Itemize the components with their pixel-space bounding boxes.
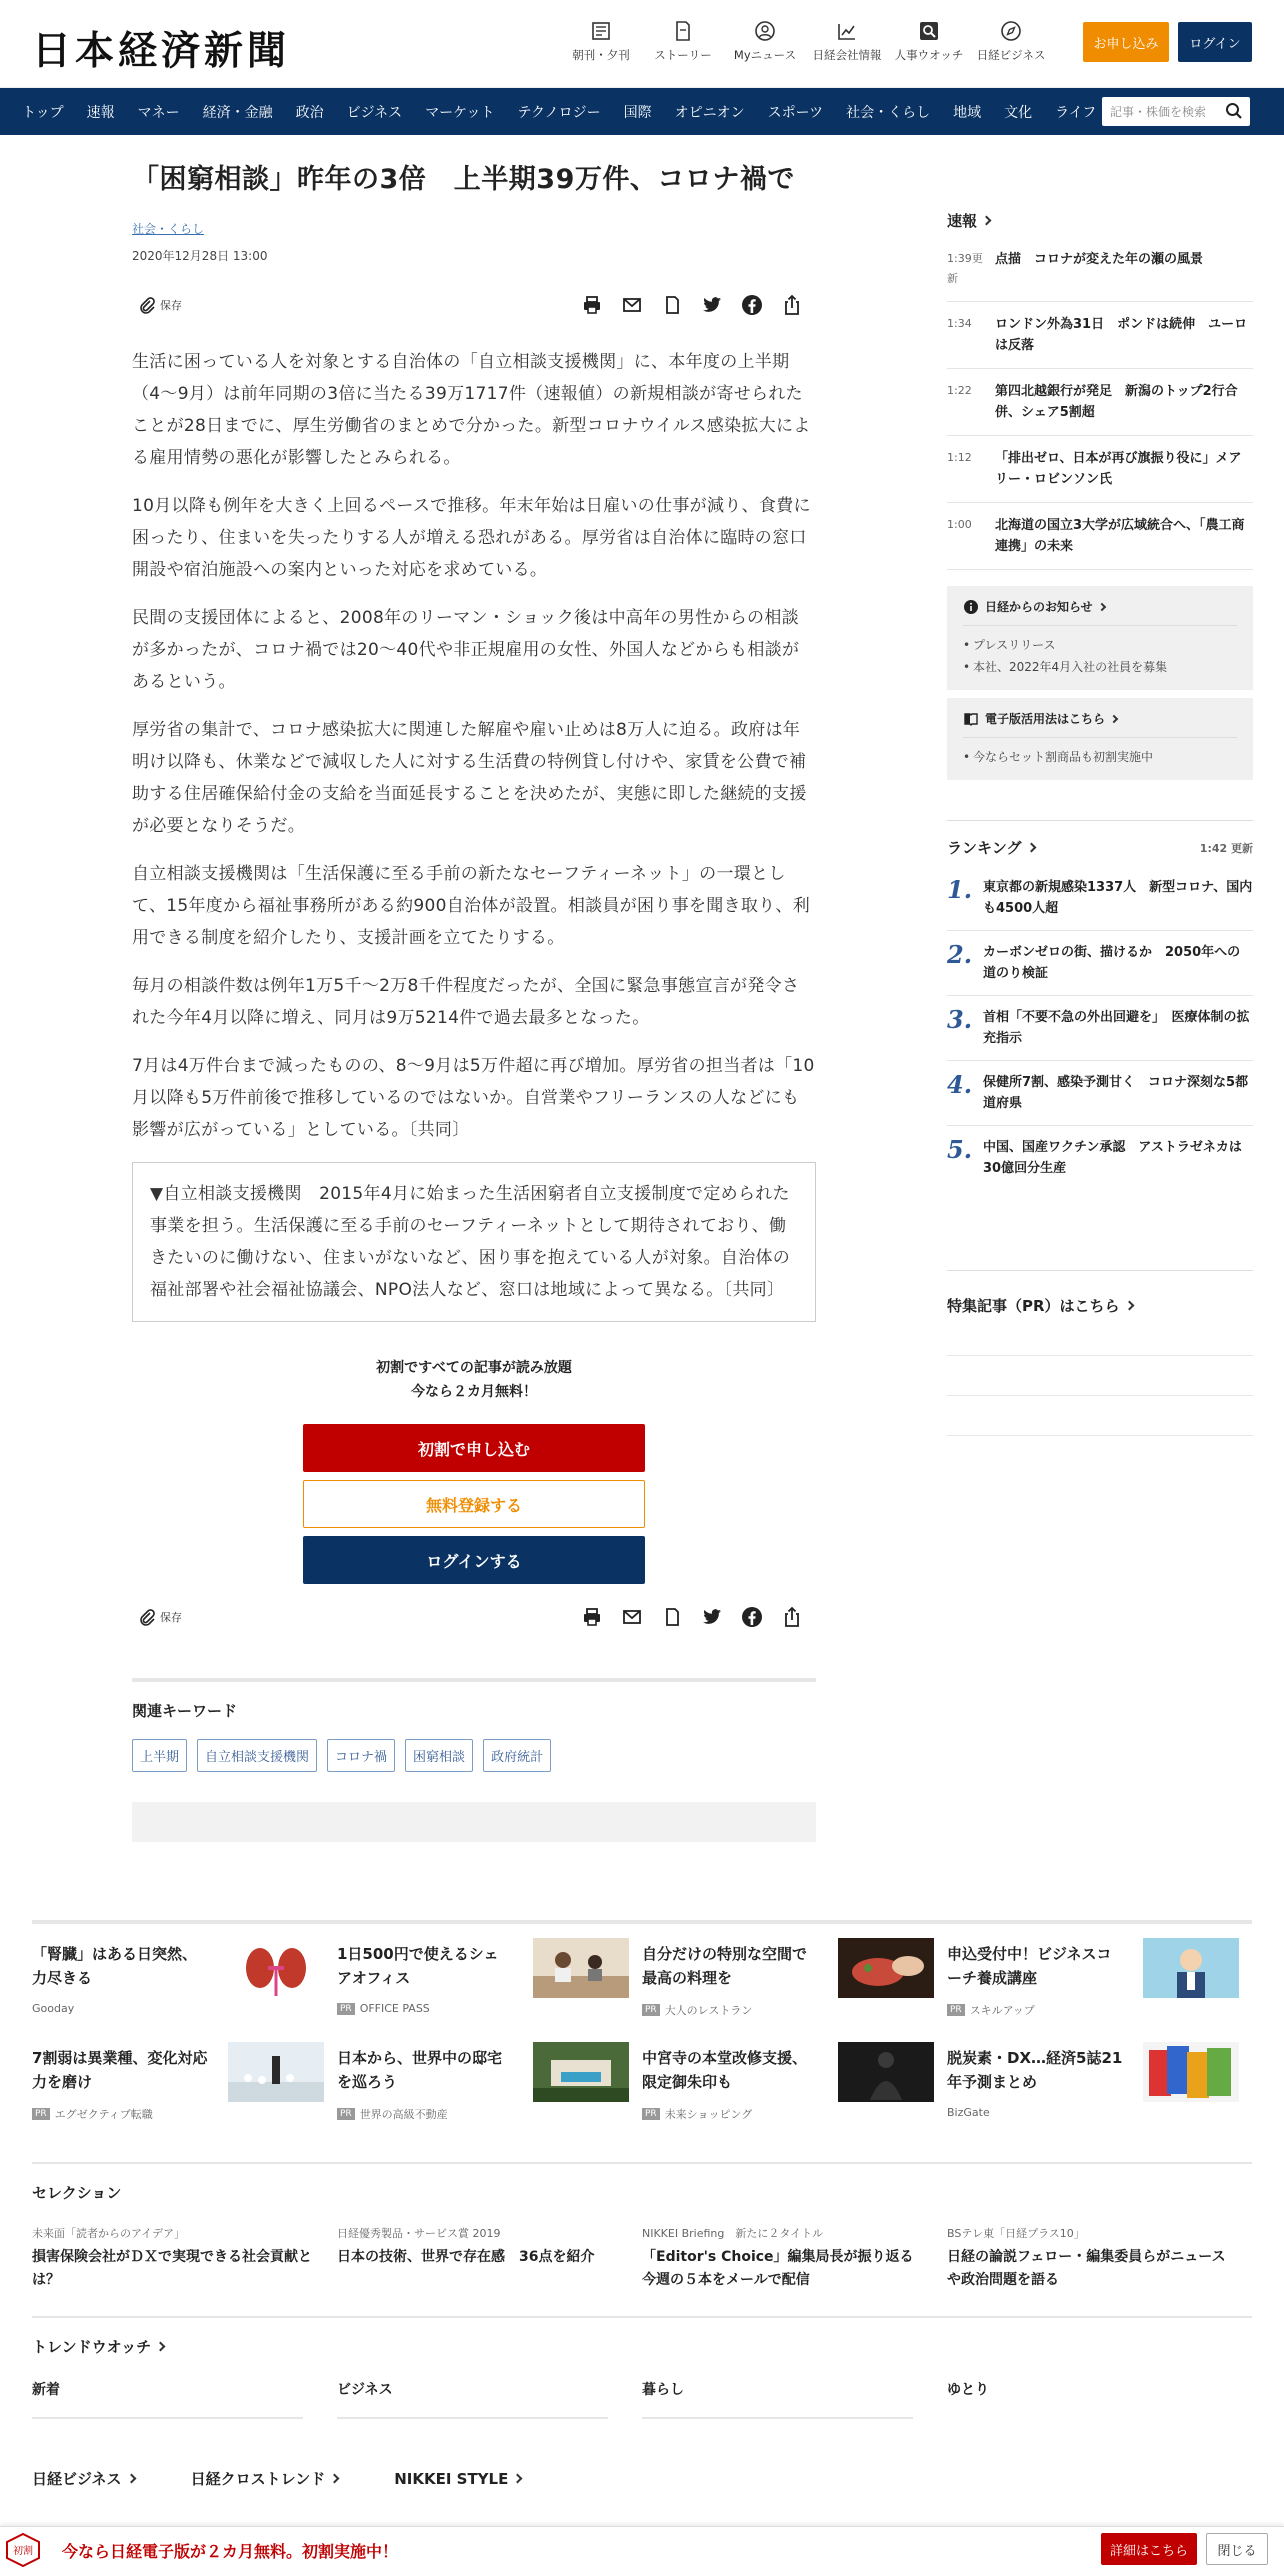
buddha-image [838, 2042, 934, 2102]
glossary-text: ▼自立相談支援機関 2015年4月に始まった生活困窮者自立支援制度で定められた事業を担う。生活保護に至る手前のセーフティーネットとして期待されており、働きたいのに働けない、住まいがないなど、困り事を抱えている人が対象。自治体の福祉部署や社会福祉協議会、NPO法人など、窓口は地域によって異なる。〔共同〕 [150, 1184, 791, 1300]
hatsuwari-badge-icon [6, 2533, 40, 2567]
facebook-icon[interactable] [732, 1606, 772, 1628]
ranking-item[interactable] [947, 1061, 1253, 1126]
pr-placeholder [947, 1356, 1253, 1396]
nav-item-society[interactable]: 社会・くらし [846, 104, 931, 121]
nav-item-sports[interactable]: スポーツ [767, 104, 824, 121]
article-paragraph: 厚労省の集計で、コロナ感染拡大に関連した解雇や雇い止めは8万人に迫る。政府は年明け以降も、休業などで減収した人に対する生活費の特例貸し付けや、家賃を公費で補助する住居確保給付金の支給を当面延長することを決めたが、実態に即した継続的支援が必要となりそうだ。 [132, 720, 807, 836]
trend-watch [32, 2316, 1252, 2419]
flash-title: 「排出ゼロ、日本が再び旗振り役に」メアリー・ロビンソン氏 [995, 451, 1242, 487]
new-badge: 新 [947, 272, 958, 285]
mail-icon[interactable] [612, 294, 652, 316]
flash-time: 1:34 [947, 317, 972, 330]
related-keywords-title: 関連キーワード [132, 1702, 238, 1720]
notice-item[interactable]: • プレスリリース [963, 634, 1237, 656]
selection-item[interactable] [642, 2225, 947, 2292]
selection-headline: 「Editor's Choice」編集局長が振り返る今週の５本をメールで配信 [642, 2249, 914, 2288]
chevron-right-icon [1124, 1301, 1134, 1311]
header-link-label: 人事ウオッチ [894, 48, 964, 62]
header-link-label: 朝刊・夕刊 [572, 48, 630, 62]
flash-news-title: 速報 [947, 212, 978, 230]
keyword-tag[interactable]: 上半期 [132, 1739, 187, 1772]
flash-title: ロンドン外為31日 ポンドは続伸 ユーロは反落 [995, 317, 1248, 353]
header-link-company[interactable] [806, 20, 888, 63]
ad-placeholder [132, 1802, 816, 1842]
article-paragraph: 7月は4万件台まで減ったものの、8～9月は5万件超に再び増加。厚労省の担当者は「10月以降も5万件前後で推移しているのではないか。自営業やフリーランスの人などにも影響が広がっている」としている。〔共同〕 [132, 1056, 815, 1140]
selection-section [32, 2162, 1252, 2292]
ad-source: スキルアップ [969, 2004, 1035, 2017]
main-nav [0, 88, 1284, 135]
selection-item[interactable] [337, 2225, 642, 2292]
ad-title: 「腎臓」はある日突然、力尽きる [32, 1945, 198, 1987]
header-link-newspaper[interactable] [560, 20, 642, 63]
ranking-item[interactable] [947, 931, 1253, 996]
info-icon [963, 599, 979, 615]
ad-source: 大人のレストラン [664, 2004, 753, 2017]
article-paragraph: 自立相談支援機関は「生活保護に至る手前の新たなセーフティーネット」の一環として、15年度から福祉事務所がある約900自治体が設置。相談員が困り事を聞き取り、利用できる制度を紹介したり、支援計画を立てたりする。 [132, 864, 811, 948]
sponsored-item[interactable] [947, 1938, 1252, 2030]
selection-label: 日経優秀製品・サービス賞 2019 [337, 2227, 501, 2240]
paywall-apply-button[interactable]: 初割で申し込む [303, 1424, 645, 1472]
trend-title: トレンドウオッチ [32, 2338, 152, 2356]
flash-news-item[interactable] [947, 503, 1253, 570]
brand-link-xtrend[interactable] [191, 2468, 339, 2489]
edition-box [947, 698, 1253, 780]
sponsored-item[interactable] [642, 1938, 947, 2030]
article-paragraph: 毎月の相談件数は例年1万5千～2万8千件程度だったが、全国に緊急事態宣言が発令された今年4月以降に増え、同月は9万5214件で過去最多となった。 [132, 976, 800, 1028]
ad-source: 世界の高級不動産 [359, 2108, 448, 2121]
save-button[interactable] [138, 296, 182, 314]
ad-title: 自分だけの特別な空間で最高の料理を [642, 1945, 808, 1987]
article-body [132, 346, 816, 1146]
flash-time: 1:12 [947, 451, 972, 464]
trend-header[interactable] [32, 2336, 1252, 2357]
chevron-right-icon [330, 2474, 340, 2484]
user-icon [754, 20, 776, 42]
ranking [947, 820, 1253, 1190]
ad-title: 脱炭素・DX…経済5誌21年予測まとめ [947, 2049, 1123, 2091]
ad-title: 7割弱は異業種、変化対応力を磨け [32, 2049, 208, 2091]
sponsored-grid [32, 1920, 1252, 2134]
header-link-label: 日経会社情報 [812, 48, 882, 62]
chevron-right-icon [126, 2474, 136, 2484]
pr-badge: PR [642, 2004, 660, 2016]
food-image [838, 1938, 934, 1998]
promo-text: 今なら日経電子版が２カ月無料。初割実施中！ [62, 2542, 399, 2561]
magazines-image [1143, 2042, 1239, 2102]
badge-label: 初割 [13, 2546, 33, 2557]
sponsored-item[interactable] [32, 1938, 337, 2030]
search-icon[interactable] [1225, 102, 1243, 120]
flash-news-item[interactable] [947, 436, 1253, 503]
trend-tab-new[interactable]: 新着 [32, 2379, 303, 2419]
pr-placeholder [947, 1396, 1253, 1436]
paywall [132, 1356, 816, 1584]
sponsored-item[interactable] [947, 2042, 1252, 2134]
print-icon[interactable] [572, 1606, 612, 1628]
ad-title: 中宮寺の本堂改修支援、限定御朱印も [642, 2049, 808, 2091]
paperclip-icon [138, 296, 156, 314]
rank-number: 4. [947, 1070, 973, 1099]
ad-source: 未来ショッピング [664, 2108, 753, 2121]
ranking-item[interactable] [947, 1126, 1253, 1190]
trend-tab-life[interactable]: 暮らし [642, 2379, 913, 2419]
pr-section [947, 1270, 1253, 1436]
brand-label: 日経ビジネス [32, 2470, 122, 2488]
facebook-icon[interactable] [732, 294, 772, 316]
trend-tab-leisure[interactable]: ゆとり [947, 2382, 989, 2398]
sponsored-item[interactable] [337, 2042, 642, 2134]
compass-icon [1000, 20, 1022, 42]
share-buttons [572, 1606, 812, 1628]
header-link-jinji[interactable] [888, 20, 970, 63]
header-link-label: ストーリー [654, 48, 712, 62]
save-label: 保存 [160, 299, 182, 312]
paywall-headline: 初割ですべての記事が読み放題 [376, 1360, 572, 1376]
article [132, 160, 816, 1842]
rank-title: 首相「不要不急の外出回避を」 医療体制の拡充指示 [983, 1010, 1250, 1046]
ad-source: OFFICE PASS [359, 2002, 430, 2015]
mansion-image [533, 2042, 629, 2102]
header-link-business[interactable] [970, 20, 1052, 63]
sidebar [947, 210, 1253, 1436]
selection-title: セレクション [32, 2184, 122, 2202]
nav-item-money[interactable]: マネー [137, 104, 180, 121]
flash-news-list [947, 237, 1253, 570]
share-icon[interactable] [772, 1606, 812, 1628]
selection-headline: 日本の技術、世界で存在感 36点を紹介 [337, 2249, 595, 2265]
paperclip-icon [138, 1608, 156, 1626]
nav-item-culture[interactable]: 文化 [1004, 104, 1033, 121]
search-person-icon [918, 20, 940, 42]
rank-number: 3. [947, 1005, 973, 1034]
article-headline: 「困窮相談」昨年の3倍 上半期39万件、コロナ禍で [132, 164, 795, 195]
brand-label: 日経クロストレンド [190, 2470, 326, 2488]
article-date: 2020年12月28日 13:00 [132, 249, 268, 263]
article-paragraph: 民間の支援団体によると、2008年のリーマン・ショック後は中高年の男性からの相談が多かったが、コロナ禍では20～40代や非正規雇用の女性、外国人などからも相談があるという。 [132, 608, 800, 692]
search-placeholder: 記事・株価を検索 [1110, 105, 1207, 119]
flash-news-item[interactable] [947, 302, 1253, 369]
header-link-mynews[interactable] [724, 20, 806, 63]
bookmark-icon[interactable] [652, 1606, 692, 1628]
article-paragraph: 生活に困っている人を対象とする自治体の「自立相談支援機関」に、本年度の上半期（4～9月）は前年同期の3倍に当たる39万1717件（速報値）の新規相談が寄せられたことが28日までに、厚生労働省のまとめで分かった。新型コロナウイルス感染拡大による雇用情勢の悪化が影響したとみられる。 [132, 352, 811, 468]
kidney-image [228, 1938, 324, 1998]
selection-headline: 日経の論説フェロー・編集委員らがニュースや政治問題を語る [947, 2249, 1226, 2288]
mail-icon[interactable] [612, 1606, 652, 1628]
twitter-icon[interactable] [692, 294, 732, 316]
site-logo[interactable]: 日本経済新聞 [32, 28, 291, 74]
keyword-tag[interactable]: 自立相談支援機関 [197, 1739, 317, 1772]
header-icons [560, 20, 1052, 63]
nav-item-life[interactable]: ライフ [1055, 104, 1097, 121]
site-header [0, 0, 1284, 88]
nav-item-business[interactable]: ビジネス [346, 104, 403, 121]
newspaper-icon [590, 20, 612, 42]
share-buttons [572, 294, 812, 316]
flash-time: 1:00 [947, 518, 972, 531]
share-icon[interactable] [772, 294, 812, 316]
pr-badge: PR [642, 2108, 660, 2120]
pr-badge: PR [947, 2004, 965, 2016]
nav-item-flash[interactable]: 速報 [86, 104, 115, 121]
coach-image [1143, 1938, 1239, 1998]
flash-news-item[interactable] [947, 369, 1253, 436]
article-paragraph: 10月以降も例年を大きく上回るペースで推移。年末年始は日雇いの仕事が減り、食費に困ったり、住まいを失ったりする人が増える恐れがある。厚労省は自治体に臨時の窓口開設や宿泊施設への案内といった対応を求めている。 [132, 496, 811, 580]
rank-title: 保健所7割、感染予測甘く コロナ深刻な5都道府県 [983, 1075, 1249, 1111]
article-category-link[interactable]: 社会・くらし [132, 222, 205, 236]
chevron-right-icon [1097, 602, 1105, 610]
rank-number: 5. [947, 1135, 973, 1164]
flash-time: 1:39更 [947, 252, 983, 265]
chevron-right-icon [1110, 714, 1118, 722]
rank-title: 中国、国産ワクチン承認 アストラゼネカは30億回分生産 [983, 1140, 1242, 1176]
nav-item-international[interactable]: 国際 [623, 104, 652, 121]
flash-time: 1:22 [947, 384, 972, 397]
bookmark-icon[interactable] [652, 294, 692, 316]
ranking-item[interactable] [947, 866, 1253, 931]
print-icon[interactable] [572, 294, 612, 316]
ad-source: BizGate [947, 2106, 990, 2119]
rank-title: カーボンゼロの街、描けるか 2050年への道のり検証 [983, 945, 1241, 981]
nav-item-economy[interactable]: 経済・金融 [202, 104, 273, 121]
selection-label: 未来面「読者からのアイデア」 [32, 2227, 186, 2240]
pr-placeholder [947, 1316, 1253, 1356]
nav-item-region[interactable]: 地域 [953, 104, 982, 121]
sponsored-item[interactable] [337, 1938, 642, 2030]
brand-link-nikkei-style[interactable] [394, 2468, 521, 2489]
pr-header[interactable] [947, 1295, 1253, 1316]
selection-label: BSテレ東「日経プラス10」 [947, 2227, 1085, 2240]
selection-headline: 損害保険会社がＤＸで実現できる社会貢献とは？ [32, 2249, 312, 2288]
office-image [533, 1938, 629, 1998]
pr-badge: PR [337, 2003, 355, 2015]
article-toolbar [132, 286, 816, 326]
flash-title: 第四北越銀行が発足 新潟のトップ2行合併、シェア5割超 [995, 384, 1238, 420]
flash-title: 北海道の国立3大学が広域統合へ、「農工商連携」の未来 [995, 518, 1245, 554]
ad-title: 日本から、世界中の邸宅を巡ろう [337, 2049, 503, 2091]
nav-item-top[interactable]: トップ [22, 104, 64, 121]
rank-title: 東京都の新規感染1337人 新型コロナ、国内も4500人超 [983, 880, 1253, 916]
ad-source: Gooday [32, 2002, 75, 2015]
pr-title: 特集記事（PR）はこちら [947, 1297, 1120, 1315]
ranking-item[interactable] [947, 996, 1253, 1061]
flash-news-header[interactable] [947, 210, 1253, 231]
nav-item-technology[interactable]: テクノロジー [517, 104, 601, 121]
ranking-title: ランキング [947, 839, 1022, 857]
keyword-tag[interactable]: コロナ禍 [327, 1739, 395, 1772]
book-icon [963, 711, 979, 727]
chart-icon [836, 20, 858, 42]
ranking-updated: 1:42 更新 [1199, 841, 1253, 855]
selection-item[interactable] [947, 2225, 1252, 2292]
ad-title: 1日500円で使えるシェアオフィス [337, 1945, 499, 1987]
nav-item-politics[interactable]: 政治 [295, 104, 324, 121]
flash-news-item[interactable] [947, 237, 1253, 302]
ad-title: 申込受付中！ビジネスコーチ養成講座 [947, 1945, 1112, 1987]
trend-tab-business[interactable]: ビジネス [337, 2379, 608, 2419]
chevron-right-icon [513, 2474, 523, 2484]
header-link-label: 日経ビジネス [976, 48, 1046, 62]
glossary-box [132, 1162, 816, 1322]
keyword-tag[interactable]: 政府統計 [483, 1739, 551, 1772]
brand-links [32, 2468, 577, 2489]
pr-badge: PR [337, 2108, 355, 2120]
flash-title: 点描 コロナが変えた年の瀬の風景 [995, 252, 1204, 267]
paywall-register-button[interactable]: 無料登録する [303, 1480, 645, 1528]
keyword-tag[interactable]: 困窮相談 [405, 1739, 473, 1772]
notice-title: 日経からのお知らせ [985, 600, 1093, 614]
promo-close-button[interactable]: 閉じる [1206, 2533, 1268, 2565]
nav-item-opinion[interactable]: オピニオン [674, 104, 745, 121]
save-label: 保存 [160, 1611, 182, 1624]
keyword-list [132, 1739, 816, 1772]
chevron-right-icon [982, 216, 992, 226]
paywall-subline: 今なら２カ月無料！ [411, 1384, 537, 1400]
selection-item[interactable] [32, 2225, 337, 2292]
edition-header[interactable] [963, 710, 1237, 738]
brand-link-nikkei-business[interactable] [32, 2468, 135, 2489]
pr-badge: PR [32, 2108, 50, 2120]
header-link-label: Myニュース [733, 48, 797, 62]
edition-title: 電子版活用法はこちら [985, 712, 1106, 726]
brand-label: NIKKEI STYLE [394, 2469, 509, 2488]
chevron-right-icon [1026, 843, 1036, 853]
rank-number: 2. [947, 940, 973, 969]
ad-source: エグゼクティブ転職 [54, 2108, 153, 2121]
ranking-header[interactable] [947, 837, 1253, 858]
login-button[interactable]: ログイン [1178, 22, 1252, 62]
sponsored-item[interactable] [642, 2042, 947, 2134]
rank-number: 1. [947, 875, 973, 904]
selection-label: NIKKEI Briefing 新たに２タイトル [642, 2227, 824, 2240]
save-button[interactable] [138, 1608, 182, 1626]
chevron-right-icon [156, 2342, 166, 2352]
search-input[interactable] [1102, 97, 1250, 126]
sponsored-item[interactable] [32, 2042, 337, 2134]
nav-item-market[interactable]: マーケット [425, 104, 495, 121]
notice-box [947, 586, 1253, 690]
edition-item[interactable]: • 今ならセット割商品も初割実施中 [963, 746, 1237, 768]
notice-item[interactable]: • 本社、2022年4月入社の社員を募集 [963, 656, 1237, 678]
promo-bottom-bar [0, 2526, 1284, 2568]
article-toolbar-bottom [132, 1598, 816, 1638]
story-icon [672, 20, 694, 42]
chess-image [228, 2042, 324, 2102]
related-keywords [132, 1678, 816, 1772]
promo-detail-button[interactable]: 詳細はこちら [1101, 2533, 1197, 2565]
apply-button[interactable]: お申し込み [1083, 22, 1169, 62]
notice-header[interactable] [963, 598, 1237, 626]
twitter-icon[interactable] [692, 1606, 732, 1628]
paywall-login-button[interactable]: ログインする [303, 1536, 645, 1584]
header-link-story[interactable] [642, 20, 724, 63]
